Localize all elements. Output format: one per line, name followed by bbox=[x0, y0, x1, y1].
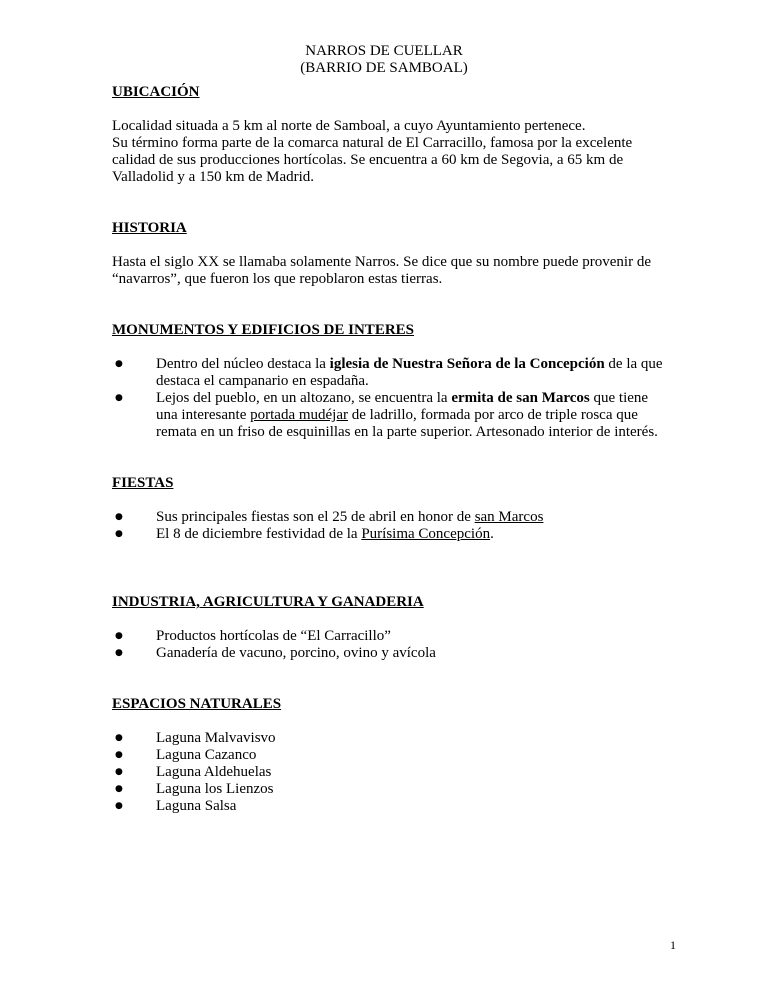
text-run: Dentro del núcleo destaca la bbox=[156, 356, 330, 372]
text-run: Lejos del pueblo, en un altozano, se encuentra la bbox=[156, 390, 452, 406]
heading-fiestas: FIESTAS bbox=[112, 475, 174, 491]
section-fiestas bbox=[112, 475, 672, 543]
list-item bbox=[112, 526, 672, 543]
list-item bbox=[112, 356, 672, 390]
san-marcos-link[interactable]: san Marcos bbox=[474, 509, 544, 525]
text-run: El 8 de diciembre festividad de la bbox=[156, 526, 362, 542]
section-ubicacion bbox=[112, 84, 672, 186]
list-item: ● Productos hortícolas de “El Carracillo” bbox=[112, 628, 672, 645]
heading-ubicacion: UBICACIÓN bbox=[112, 84, 200, 100]
list-item: ● Laguna Aldehuelas bbox=[112, 764, 672, 781]
list-item bbox=[112, 509, 672, 526]
monumentos-list bbox=[112, 356, 672, 441]
section-historia bbox=[112, 220, 672, 288]
heading-espacios: ESPACIOS NATURALES bbox=[112, 696, 282, 712]
list-item: ● Ganadería de vacuno, porcino, ovino y avícola bbox=[112, 645, 672, 662]
heading-monumentos: MONUMENTOS Y EDIFICIOS DE INTERES bbox=[112, 322, 414, 338]
text-run: de la que destaca el campanario en espadaña. bbox=[156, 356, 663, 389]
section-monumentos bbox=[112, 322, 672, 441]
espacios-list bbox=[112, 730, 672, 815]
document-title bbox=[0, 43, 768, 77]
list-item: ● Laguna los Lienzos bbox=[112, 781, 672, 798]
industria-list bbox=[112, 628, 672, 662]
list-item: ● Laguna Malvavisvo bbox=[112, 730, 672, 747]
title-line-2: (BARRIO DE SAMBOAL) bbox=[300, 60, 468, 76]
list-item: ● Laguna Salsa bbox=[112, 798, 672, 815]
portada-mudejar-link[interactable]: portada mudéjar bbox=[250, 407, 348, 423]
ubicacion-paragraph-2: Su término forma parte de la comarca natural de El Carracillo, famosa por la excelente calidad de sus producciones hortícolas. Se encuentra a 60 km de Segovia, a 65 km de Valladolid y a 150 km de Madrid. bbox=[112, 135, 633, 185]
text-run: de ladrillo, formada por arco de triple rosca que remata en un friso de esquinillas en la parte superior. Artesonado interior de interés. bbox=[156, 407, 658, 440]
heading-industria: INDUSTRIA, AGRICULTURA Y GANADERIA bbox=[112, 594, 424, 610]
historia-paragraph: Hasta el siglo XX se llamaba solamente Narros. Se dice que su nombre puede provenir de “navarros”, que fueron los que repoblaron estas tierras. bbox=[112, 254, 652, 287]
fiestas-list bbox=[112, 509, 672, 543]
heading-historia: HISTORIA bbox=[112, 220, 187, 236]
document-body bbox=[112, 84, 672, 815]
hermitage-name: ermita de san Marcos bbox=[451, 390, 590, 406]
section-industria bbox=[112, 594, 672, 662]
purisima-concepcion-link[interactable]: Purísima Concepción bbox=[361, 526, 491, 542]
list-item: ● Laguna Cazanco bbox=[112, 747, 672, 764]
section-espacios bbox=[112, 696, 672, 815]
text-run: . bbox=[490, 526, 494, 542]
text-run: Sus principales fiestas son el 25 de abril en honor de bbox=[156, 509, 475, 525]
church-name: iglesia de Nuestra Señora de la Concepción bbox=[329, 356, 605, 372]
page-number: 1 bbox=[670, 938, 676, 952]
title-line-1: NARROS DE CUELLAR bbox=[305, 43, 463, 59]
ubicacion-paragraph-1: Localidad situada a 5 km al norte de Samboal, a cuyo Ayuntamiento pertenece. bbox=[112, 118, 586, 134]
list-item bbox=[112, 390, 672, 441]
text-run: que tiene una interesante bbox=[156, 390, 649, 423]
